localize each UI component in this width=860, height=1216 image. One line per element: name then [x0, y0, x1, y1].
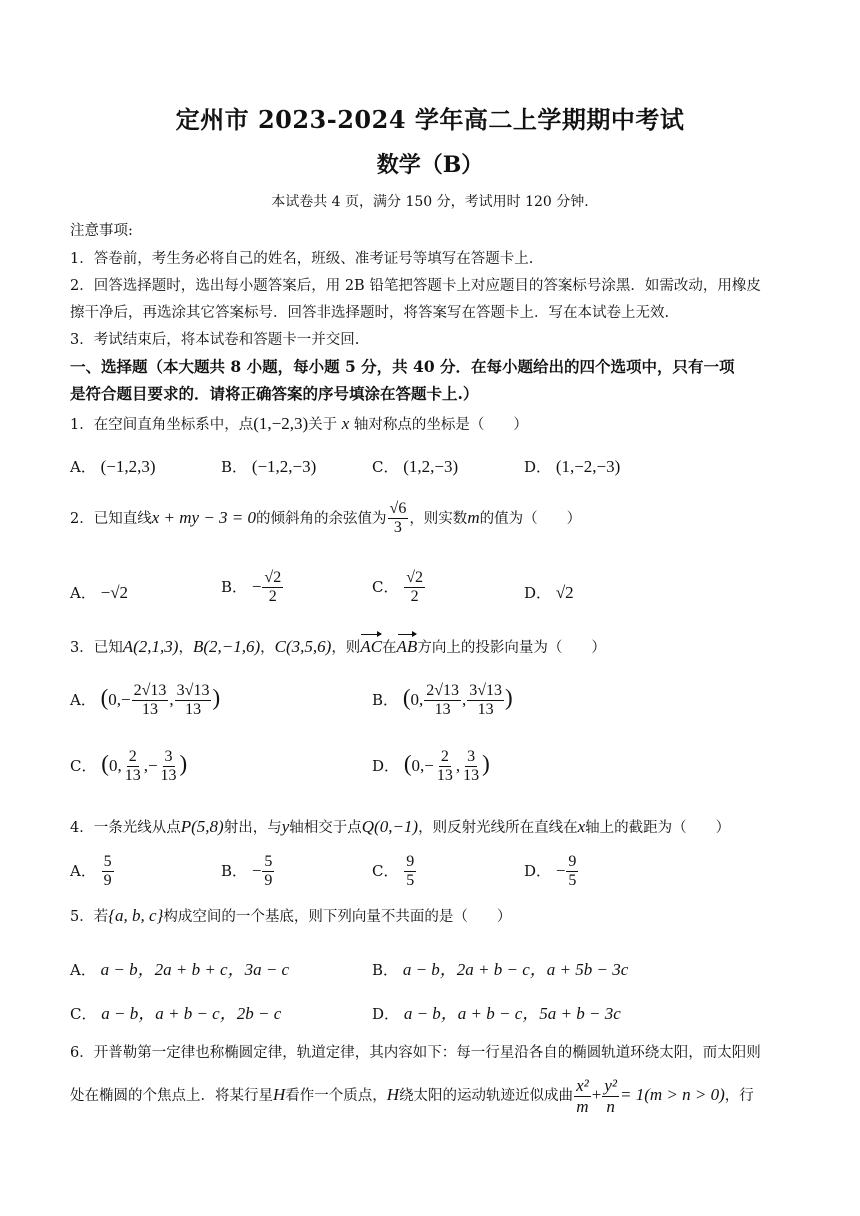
section1-heading-line1: 一、选择题（本大题共 8 小题，每小题 5 分，共 40 分．在每小题给出的四个选项中，只有一项 — [70, 357, 735, 376]
notice-item-1: 1．答卷前，考生务必将自己的姓名，班级、准考证号等填写在答题卡上. — [70, 251, 534, 267]
question-1 — [70, 413, 528, 434]
q3-option-d: D． (0,− $\frac{2}{13}$ , $\frac{3}{13}$ ) — [372, 748, 490, 785]
q5-option-c: C． a − b，a + b − c，2b − c — [70, 1004, 282, 1023]
notice-item-2: 2．回答选择题时，选出每小题答案后，用 2B 铅笔把答题卡上对应题目的答案标号涂黑．如需改动，用橡皮 — [70, 278, 761, 294]
section1-heading-line2: 是符合题目要求的．请将正确答案的序号填涂在答题卡上.） — [70, 384, 479, 403]
q1-point: (1,−2,3) — [253, 414, 309, 433]
q3-option-c: C． (0, $\frac{2}{13}$ ,− $\frac{3}{13}$ ) — [70, 748, 188, 785]
q2-fraction: $\frac{√6}{3}$ — [389, 500, 407, 537]
q2-option-b: B． − $\frac{√2}{2}$ — [221, 569, 282, 606]
q3-option-a: A． (0,− $\frac{2√13}{13}$ , $\frac{3√13}{13}$ ) — [70, 682, 221, 719]
q4-point-p: P(5,8) — [180, 817, 224, 836]
q2-option-d: D． √2 — [524, 583, 574, 602]
q1-post-b: 轴对称点的坐标是（ ） — [353, 417, 528, 433]
question-3: 3．已知A(2,1,3)，B(2,−1,6)，C(3,5,6)，则AC在AB方向上的投影向量为（ ） — [70, 637, 606, 656]
question-4: 4．一条光线从点P(5,8)射出，与y轴相交于点Q(0,−1)，则反射光线所在直线在x轴上的截距为（ ） — [70, 817, 731, 836]
notice-item-2-cont: 擦干净后，再选涂其它答案标号．回答非选择题时，将答案写在答题卡上．写在本试卷上无效. — [70, 305, 670, 321]
q2-option-a: A． −√2 — [70, 583, 129, 602]
q5-basis: {a, b, c} — [108, 906, 164, 925]
q1-post-a: 关于 — [308, 417, 338, 433]
q3-vector-ac: AC — [360, 637, 383, 656]
q3-point-b: B(2,−1,6) — [192, 637, 261, 656]
q2-option-c: C． $\frac{√2}{2}$ — [372, 569, 424, 606]
q4-point-q: Q(0,−1) — [361, 817, 419, 836]
q6-frac-x: $\frac{\text{x²}}{m}$ — [576, 1076, 589, 1116]
q3-vector-ab: AB — [396, 637, 418, 656]
q1-axis: x — [341, 414, 350, 433]
q1-option-d: D． (1,−2,−3) — [524, 457, 621, 476]
q5-option-b: B． a − b，2a + b − c，a + 5b − 3c — [372, 960, 629, 979]
q3-option-b: B． (0, $\frac{2√13}{13}$ , $\frac{3√13}{13}$ ) — [372, 682, 513, 719]
q6-frac-y: $\frac{\text{y²}}{n}$ — [604, 1076, 617, 1116]
q2-equation: x + my − 3 = 0 — [151, 507, 257, 527]
notice-item-3: 3．考试结束后，将本试卷和答题卡一并交回. — [70, 332, 360, 348]
q4-option-b: B． − $\frac{5}{9}$ — [221, 853, 273, 890]
q1-option-a: A． (−1,2,3) — [70, 457, 156, 476]
q1-pre: 1．在空间直角坐标系中，点 — [70, 417, 254, 433]
question-5: 5．若{a, b, c}构成空间的一个基底，则下列向量不共面的是（ ） — [70, 906, 512, 925]
q4-option-d: D． − $\frac{9}{5}$ — [524, 853, 577, 890]
exam-subject: 数学（B） — [376, 152, 484, 178]
q1-option-c: C． (1,2,−3) — [372, 457, 459, 476]
q4-option-a: A． $\frac{5}{9}$ — [70, 853, 112, 890]
question-6-line2: 处在椭圆的个焦点上．将某行星H看作一个质点，H绕太阳的运动轨迹近似成曲 $\frac{\text{x²}}{m}$ + $\frac{\text{y²}}{n}$ = 1(m > n > 0)，行 — [70, 1076, 754, 1116]
q3-point-a: A(2,1,3) — [122, 637, 179, 656]
question-6-line1: 6．开普勒第一定律也称椭圆定律，轨道定律，其内容如下：每一行星沿各自的椭圆轨道环绕太阳，而太阳则 — [70, 1045, 761, 1061]
exam-intro: 本试卷共 4 页，满分 150 分，考试用时 120 分钟. — [271, 194, 589, 210]
notice-heading: 注意事项: — [70, 223, 133, 239]
q5-option-d: D． a − b，a + b − c，5a + b − 3c — [372, 1004, 621, 1023]
q3-point-c: C(3,5,6) — [274, 637, 332, 656]
exam-title: 定州市 2023-2024 学年高二上学期期中考试 — [175, 105, 685, 134]
q1-option-b: B． (−1,2,−3) — [221, 457, 317, 476]
question-2: 2．已知直线x + my − 3 = 0的倾斜角的余弦值为 $\frac{√6}{3}$ ，则实数m的值为（ ） — [70, 500, 582, 537]
q4-option-c: C． $\frac{9}{5}$ — [372, 853, 415, 890]
q5-option-a: A． a − b，2a + b + c，3a − c — [70, 960, 290, 979]
